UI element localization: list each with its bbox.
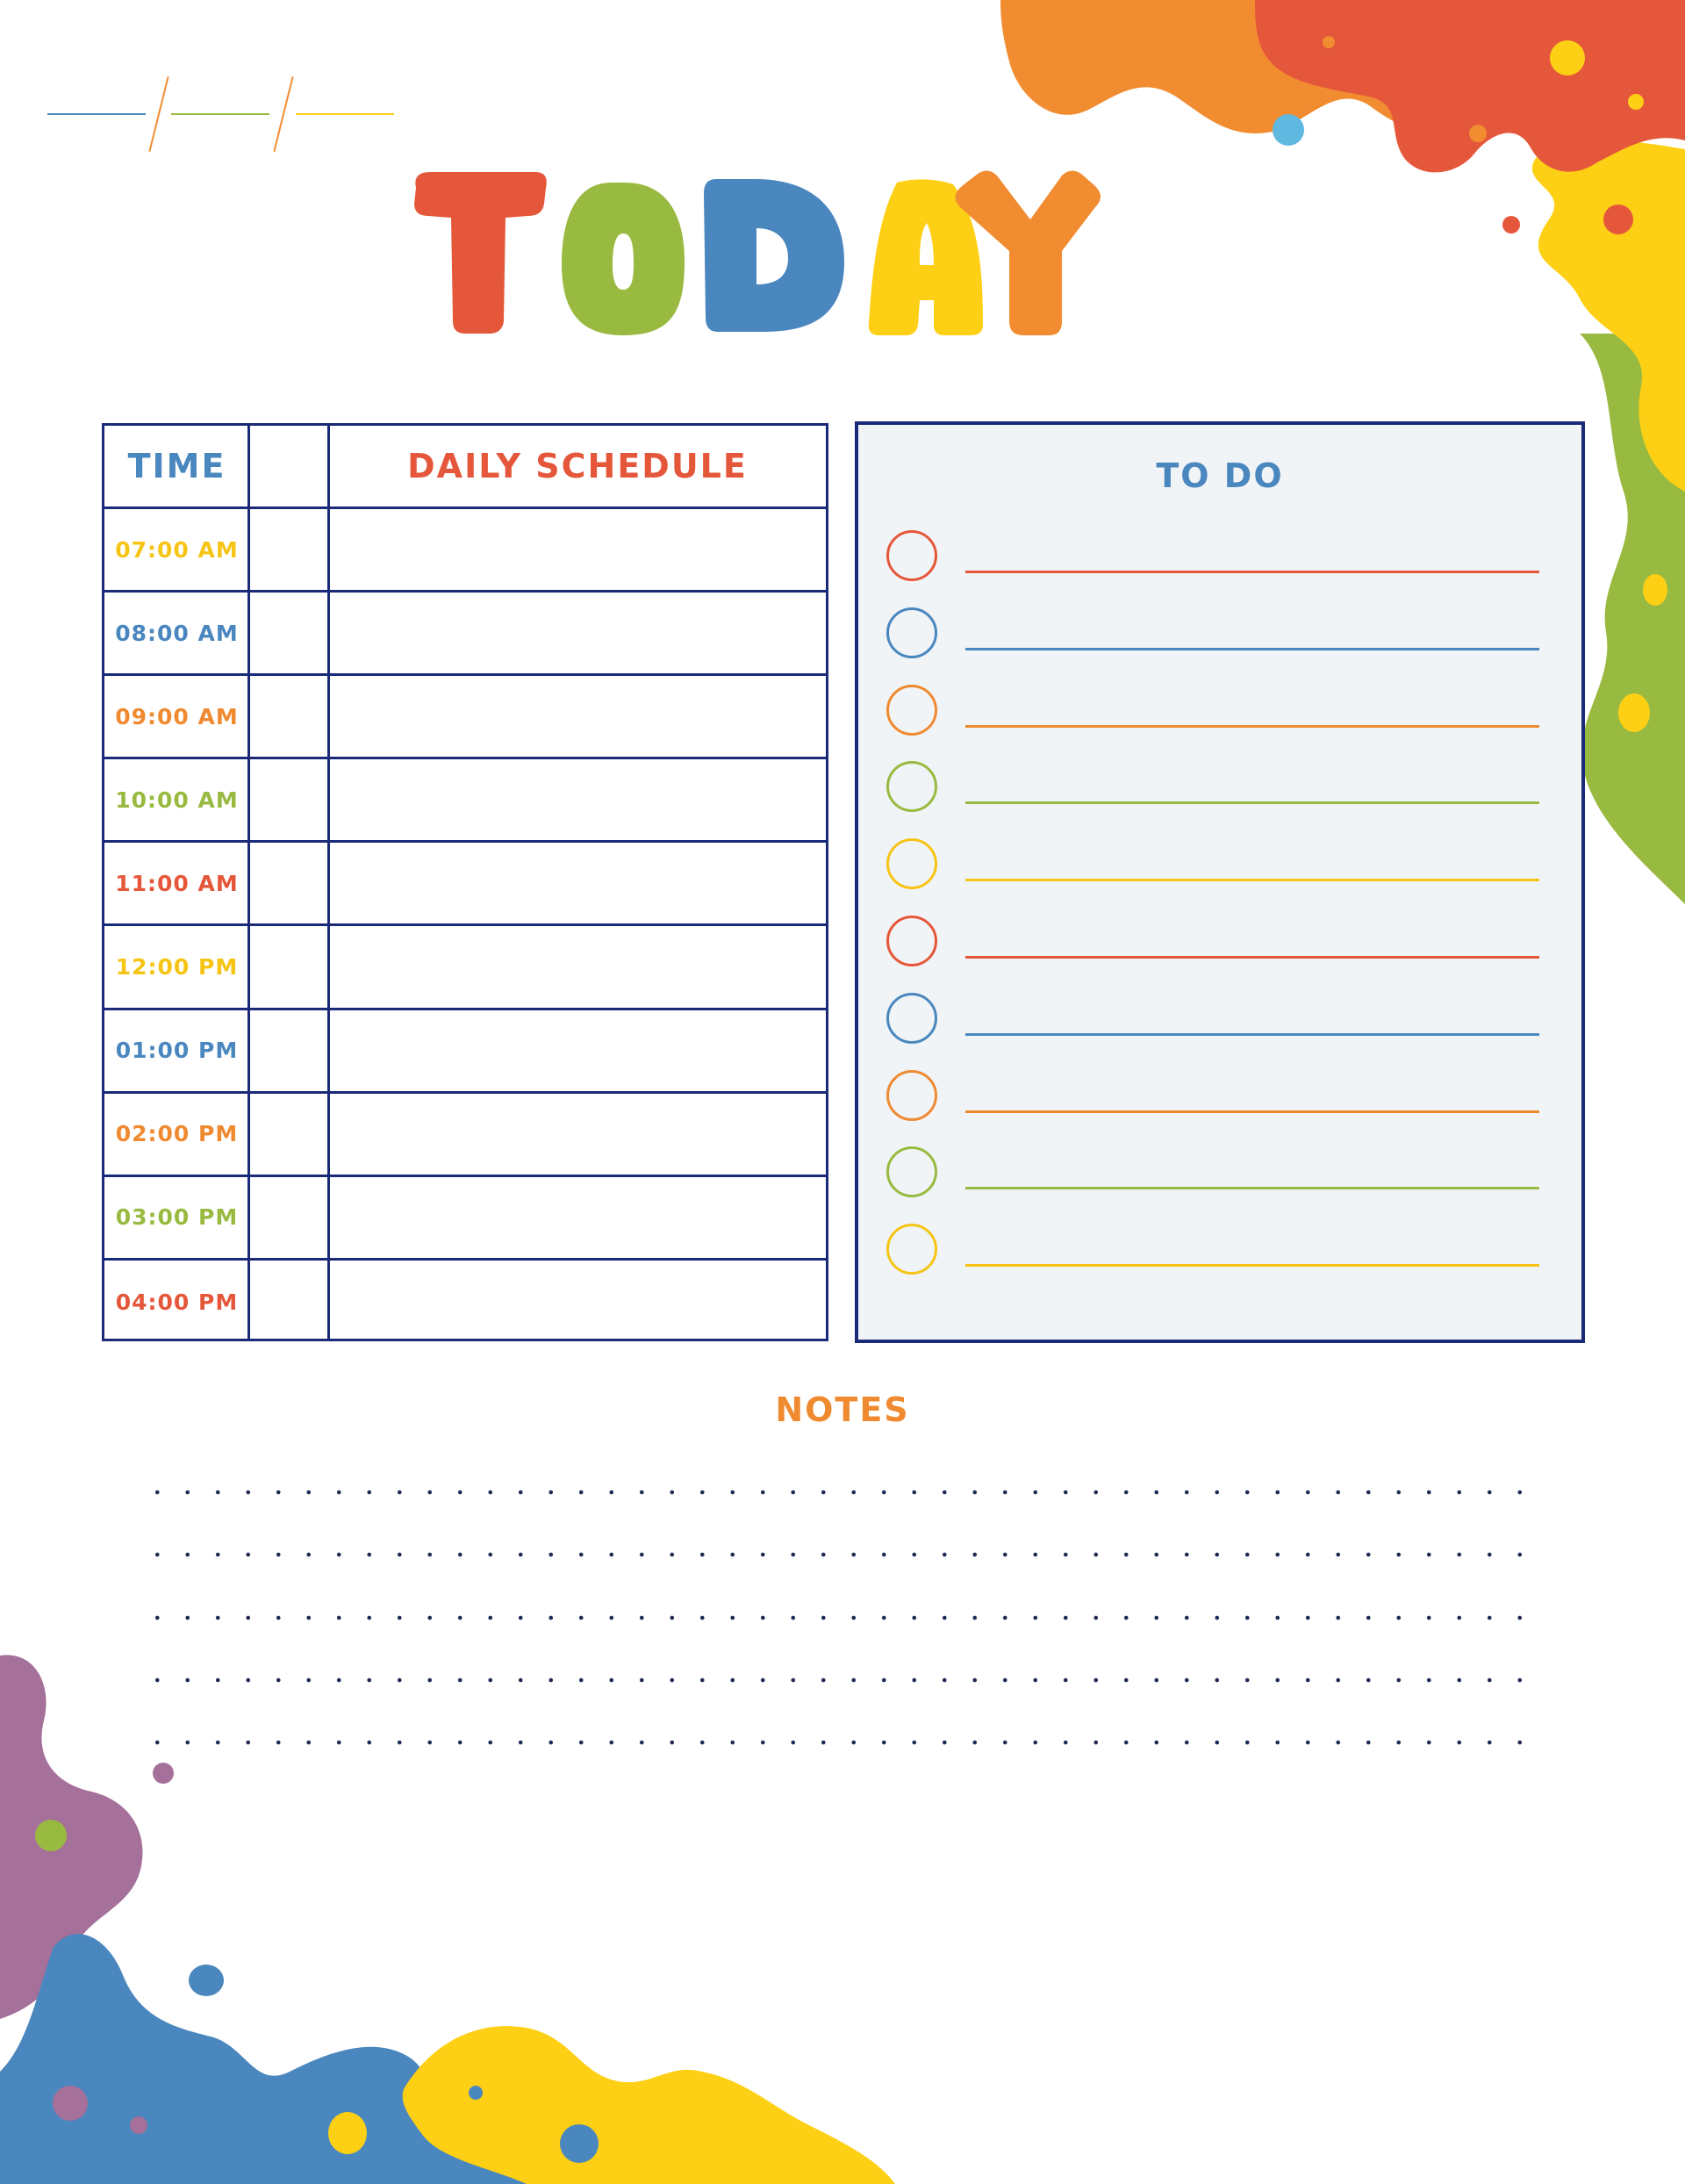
schedule-check-cell[interactable] [250, 593, 327, 673]
todo-line[interactable] [965, 648, 1539, 650]
time-slot-label: 04:00 PM [115, 1289, 239, 1315]
time-slot-label: 01:00 PM [115, 1038, 239, 1064]
schedule-entry-cell[interactable] [330, 843, 826, 923]
time-slot-label: 09:00 AM [115, 703, 239, 729]
yellow-blob-bottom [403, 2026, 895, 2184]
time-slot-label: 03:00 PM [115, 1204, 239, 1231]
notes-dotted-line[interactable] [142, 1740, 1546, 1745]
schedule-entry-cell[interactable] [330, 1261, 826, 1344]
todo-line[interactable] [965, 1264, 1539, 1267]
schedule-header-row [104, 426, 826, 509]
title-letter-t [414, 172, 547, 334]
date-slash [148, 76, 168, 152]
time-slot-label: 02:00 PM [115, 1121, 239, 1147]
schedule-entry-cell[interactable] [330, 759, 826, 840]
schedule-check-cell[interactable] [250, 927, 327, 1008]
schedule-entry-cell[interactable] [330, 676, 826, 757]
schedule-check-cell[interactable] [250, 1094, 327, 1175]
todo-item[interactable] [886, 1146, 1553, 1208]
todo-checkbox[interactable] [886, 916, 937, 966]
schedule-row[interactable] [104, 1261, 826, 1344]
todo-item[interactable] [886, 838, 1553, 900]
time-column-header: TIME [127, 447, 226, 485]
todo-item[interactable] [886, 1224, 1553, 1285]
todo-checkbox[interactable] [886, 685, 937, 736]
todo-item[interactable] [886, 530, 1553, 592]
todo-checkbox[interactable] [886, 1070, 937, 1121]
todo-line[interactable] [965, 571, 1539, 573]
notes-dotted-line[interactable] [142, 1678, 1546, 1683]
date-slash [273, 76, 293, 152]
todo-item[interactable] [886, 685, 1553, 746]
todo-item[interactable] [886, 916, 1553, 977]
todo-checkbox[interactable] [886, 530, 937, 581]
todo-item[interactable] [886, 1070, 1553, 1132]
date-year-line [296, 113, 394, 115]
todo-checkbox[interactable] [886, 993, 937, 1044]
schedule-row[interactable] [104, 1094, 826, 1177]
todo-item[interactable] [886, 993, 1553, 1054]
schedule-check-cell[interactable] [250, 1010, 327, 1091]
todo-line[interactable] [965, 801, 1539, 804]
date-day-line [47, 113, 146, 115]
schedule-row[interactable] [104, 927, 826, 1010]
todo-line[interactable] [965, 725, 1539, 728]
time-slot-label: 11:00 AM [115, 870, 239, 896]
schedule-row[interactable] [104, 593, 826, 676]
red-blob [1255, 0, 1685, 172]
schedule-row[interactable] [104, 759, 826, 843]
schedule-entry-cell[interactable] [330, 1010, 826, 1091]
todo-line[interactable] [965, 1187, 1539, 1189]
page-title [404, 167, 1123, 351]
notes-dotted-line[interactable] [142, 1490, 1546, 1495]
todo-checkbox[interactable] [886, 838, 937, 889]
schedule-row[interactable] [104, 1177, 826, 1261]
schedule-check-cell[interactable] [250, 1177, 327, 1258]
schedule-entry-cell[interactable] [330, 509, 826, 590]
todo-checkbox[interactable] [886, 1146, 937, 1197]
schedule-check-cell[interactable] [250, 759, 327, 840]
schedule-row[interactable] [104, 676, 826, 759]
todo-line[interactable] [965, 956, 1539, 959]
todo-line[interactable] [965, 1033, 1539, 1036]
schedule-check-cell[interactable] [250, 509, 327, 590]
todo-line[interactable] [965, 1110, 1539, 1113]
time-slot-label: 10:00 AM [115, 787, 239, 813]
time-slot-label: 08:00 AM [115, 620, 239, 646]
schedule-check-cell[interactable] [250, 843, 327, 923]
todo-item[interactable] [886, 607, 1553, 669]
column-divider [247, 426, 250, 1339]
date-month-line [171, 113, 269, 115]
schedule-entry-cell[interactable] [330, 1094, 826, 1175]
notes-dotted-line[interactable] [142, 1615, 1546, 1620]
todo-checkbox[interactable] [886, 607, 937, 658]
column-divider [327, 426, 330, 1339]
schedule-entry-cell[interactable] [330, 927, 826, 1008]
todo-checkbox[interactable] [886, 1224, 937, 1275]
notes-dotted-line[interactable] [142, 1552, 1546, 1557]
todo-panel [855, 421, 1585, 1343]
schedule-row[interactable] [104, 509, 826, 593]
daily-schedule-table [102, 423, 828, 1341]
todo-title: TO DO [1156, 456, 1284, 495]
title-letters [404, 167, 1123, 351]
todo-checkbox[interactable] [886, 761, 937, 812]
time-slot-label: 12:00 PM [115, 954, 239, 981]
todo-line[interactable] [965, 879, 1539, 881]
schedule-entry-cell[interactable] [330, 1177, 826, 1258]
schedule-entry-cell[interactable] [330, 593, 826, 673]
time-slot-label: 07:00 AM [115, 536, 239, 563]
title-letter-d [704, 179, 844, 332]
todo-item[interactable] [886, 761, 1553, 823]
notes-title: NOTES [775, 1390, 910, 1429]
schedule-row[interactable] [104, 1010, 826, 1094]
schedule-row[interactable] [104, 843, 826, 926]
schedule-check-cell[interactable] [250, 676, 327, 757]
title-letter-o [562, 183, 685, 335]
date-field[interactable] [44, 61, 395, 149]
schedule-check-cell[interactable] [250, 1261, 327, 1344]
daily-schedule-header: DAILY SCHEDULE [407, 447, 748, 485]
